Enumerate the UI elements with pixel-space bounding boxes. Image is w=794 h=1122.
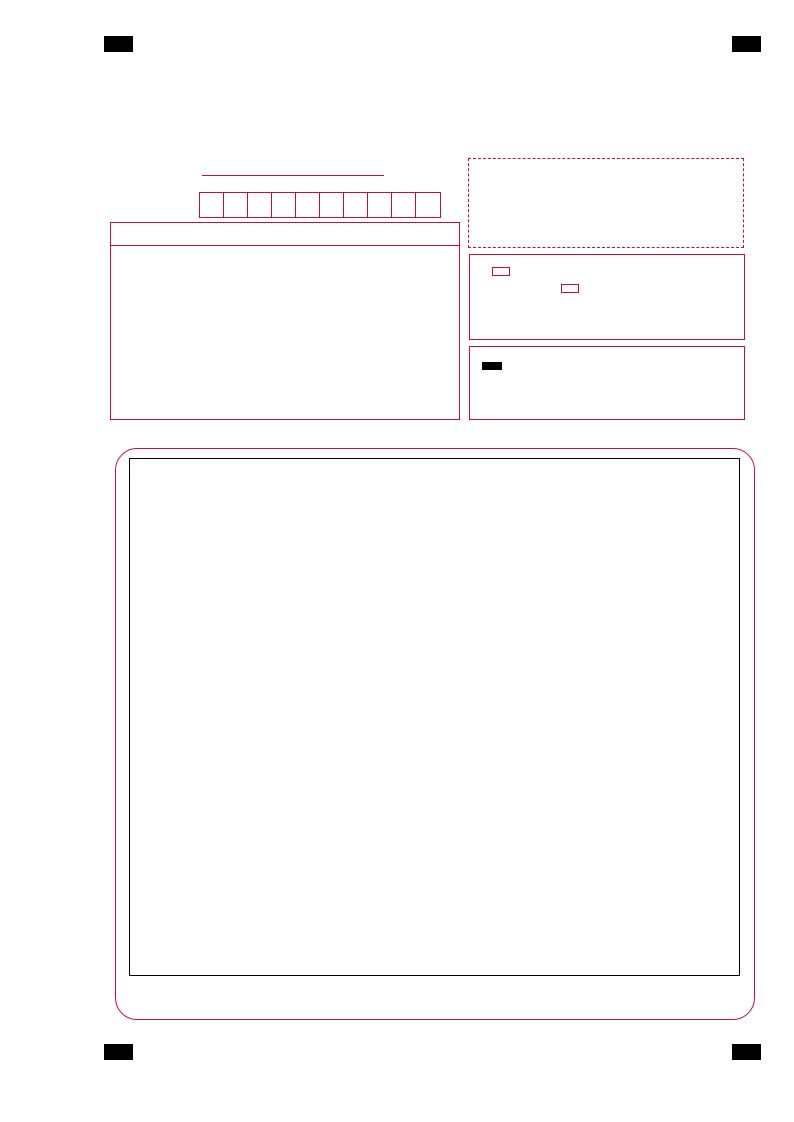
corner-mark-bottom-left <box>104 1044 133 1060</box>
correct-fill-sample <box>482 362 502 370</box>
forbidden-box <box>469 254 745 340</box>
corner-mark-top-right <box>732 36 761 52</box>
corner-mark-top-left <box>104 36 133 52</box>
answer-region <box>129 458 740 976</box>
notice-title <box>111 223 459 246</box>
notice-list <box>111 246 459 250</box>
corner-mark-bottom-right <box>732 1044 761 1060</box>
violation-mark-box[interactable] <box>561 284 579 293</box>
notice-box <box>110 222 460 420</box>
barcode-area <box>468 158 744 248</box>
absent-mark-box[interactable] <box>492 267 510 276</box>
sample-box <box>469 346 745 420</box>
id-number-boxes[interactable] <box>199 192 441 218</box>
name-field[interactable] <box>202 174 384 176</box>
